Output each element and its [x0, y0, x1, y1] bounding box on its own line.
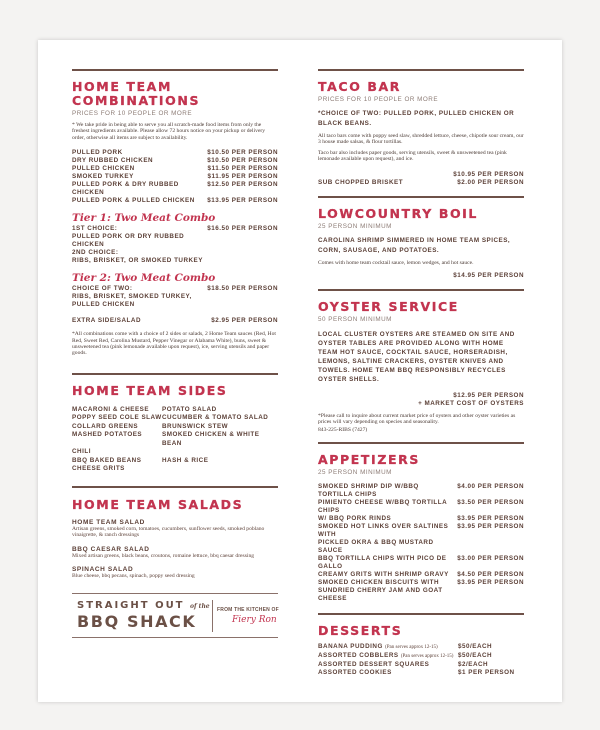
section-title: LOWCOUNTRY BOIL — [318, 205, 478, 221]
sides-grid — [72, 406, 278, 474]
item-price: $18.50 PER PERSON — [207, 285, 278, 293]
boil-section — [318, 196, 524, 280]
item-price — [212, 249, 278, 257]
menu-item — [318, 171, 524, 179]
menu-item — [72, 233, 278, 249]
section-title: OYSTER SERVICE — [318, 299, 459, 315]
divider — [318, 196, 524, 198]
menu-item — [72, 301, 278, 309]
item-name: PIMIENTO CHEESE W/BBQ TORTILLA CHIPS — [318, 499, 447, 515]
section-subtitle: PRICES FOR 10 PEOPLE OR MORE — [72, 110, 193, 117]
item-price — [212, 257, 278, 265]
section-title: HOME TEAM SALADS — [72, 496, 244, 512]
item-price: $13.95 PER PERSON — [207, 197, 278, 205]
divider — [72, 69, 278, 71]
side-item: MACARONI & CHEESE — [72, 405, 150, 413]
section-subtitle: 50 PERSON MINIMUM — [318, 316, 392, 324]
item-price: $3.95 PER PERSON — [457, 579, 524, 587]
tier1-list — [72, 225, 278, 265]
item-price: $16.50 PER PERSON — [207, 225, 278, 233]
divider — [72, 373, 278, 375]
salad-name: HOME TEAM SALAD — [72, 518, 145, 526]
serving-note: (Pan serves approx 12-15) — [385, 645, 438, 651]
extra-row — [72, 317, 278, 325]
item-price: $4.50 PER PERSON — [457, 571, 524, 579]
item-name: RIBS, BRISKET, OR SMOKED TURKEY — [72, 257, 203, 265]
item-price: $3.50 PER PERSON — [457, 499, 524, 507]
item-name: DRY RUBBED CHICKEN — [72, 157, 154, 165]
menu-item — [72, 285, 278, 293]
side-item: POPPY SEED COLE SLAW — [72, 414, 162, 422]
section-title: DESSERTS — [318, 623, 403, 639]
item-name: CHOICE OF TWO: — [72, 285, 133, 293]
item-name: W/ BBQ PORK RINDS — [318, 515, 392, 523]
item-price: $12.50 PER PERSON — [207, 181, 278, 189]
item-name: SUNDRIED CHERRY JAM AND GOAT CHEESE — [318, 587, 443, 603]
item-price — [212, 301, 278, 309]
item-name: SMOKED SHRIMP DIP W/BBQ TORTILLA CHIPS — [318, 483, 419, 499]
item-price: $10.50 PER PERSON — [207, 149, 278, 157]
logo-signature: Fiery Ron — [232, 615, 277, 626]
menu-item — [318, 499, 524, 515]
item-price: $11.95 PER PERSON — [207, 173, 278, 181]
section-title: HOME TEAM COMBINATIONS — [72, 79, 201, 108]
salad-item — [72, 519, 278, 539]
salad-item — [72, 546, 278, 559]
item-price: $2.95 PER PERSON — [211, 317, 278, 325]
item-name: SMOKED CHICKEN BISCUITS WITH — [318, 579, 440, 587]
side-item: POTATO SALAD — [162, 405, 217, 413]
item-name: SUB CHOPPED BRISKET — [318, 178, 404, 186]
item-price: $3.95 PER PERSON — [457, 523, 524, 531]
item-name: PULLED PORK OR DRY RUBBED CHICKEN — [72, 233, 185, 249]
section-title: HOME TEAM SIDES — [72, 382, 228, 398]
salad-description: Artisan greens, smoked corn, tomatoes, cucumbers, sunflower seeds, smoked poblano vinaigrette, & ranch dressings — [72, 525, 265, 539]
note: Taco bar also includes paper goods, serving utensils, sweet & unsweetened tea (pink lemonade available upon request), and ice. — [318, 149, 507, 163]
menu-item — [72, 249, 278, 257]
menu-item — [72, 173, 278, 181]
menu-item — [72, 157, 278, 165]
salads-list — [72, 519, 278, 580]
menu-item — [318, 579, 524, 587]
side-item: BRUNSWICK STEW — [162, 422, 229, 430]
lead: *CHOICE OF TWO: PULLED PORK, PULLED CHICKEN OR BLACK BEANS. — [318, 110, 515, 127]
item-name: SMOKED HOT LINKS OVER SALTINES WITH — [318, 523, 449, 539]
section-subtitle: PRICES FOR 10 PEOPLE OR MORE — [318, 96, 439, 103]
item-name: PULLED PORK & PULLED CHICKEN — [72, 197, 195, 205]
logo-of-the: of the — [190, 603, 210, 611]
menu-item — [318, 587, 524, 603]
logo-kitchen: FROM THE KITCHEN OF — [217, 607, 279, 614]
serving-note: (Pan serves approx 12-15) — [400, 654, 454, 660]
appetizers-section — [318, 442, 524, 603]
logo-divider — [212, 600, 213, 632]
menu-item — [72, 181, 278, 197]
item-name: PULLED CHICKEN — [72, 301, 135, 309]
dessert-list — [318, 643, 524, 677]
note: Comes with home team cocktail sauce, lemon wedges, and hot sauce. — [318, 259, 474, 266]
combo-list — [72, 149, 278, 205]
menu-item — [318, 483, 524, 499]
item-name: 1ST CHOICE: — [72, 225, 118, 233]
salad-name: BBQ CAESAR SALAD — [72, 545, 150, 553]
salad-description: Mixed artisan greens, black beans, croutons, romaine lettuce, bbq caesar dressing — [72, 552, 255, 559]
menu-item — [72, 165, 278, 173]
sides-section — [72, 373, 278, 474]
side-item: HASH & RICE — [162, 456, 209, 464]
side-item: COLLARD GREENS — [72, 422, 139, 430]
salad-description: Blue cheese, bbq pecans, spinach, poppy seed dressing — [72, 573, 195, 580]
item-name: ASSORTED DESSERT SQUARES — [318, 661, 430, 669]
note: *Please call to inquire about current market price of oysters and other oyster varieties as prices will vary depending on species and seasonality. — [318, 413, 516, 426]
item-price: $1 PER PERSON — [458, 669, 515, 677]
menu-item — [72, 197, 278, 205]
dessert-item — [318, 669, 524, 677]
section-subtitle: 25 PERSON MINIMUM — [318, 222, 392, 230]
lead: CAROLINA SHRIMP SIMMERED IN HOME TEAM SPICES, CORN, SAUSAGE, AND POTATOES. — [318, 236, 511, 254]
item-price: $50/EACH — [458, 652, 493, 660]
item-price — [458, 587, 524, 603]
item-name: 2ND CHOICE: — [72, 249, 119, 257]
salads-section — [72, 486, 278, 580]
item-price: $2.00 PER PERSON — [457, 178, 524, 186]
item-price: $10.95 PER PERSON — [453, 170, 524, 178]
item-price: $2/EACH — [458, 661, 489, 669]
dessert-item — [318, 661, 524, 669]
side-item: SMOKED CHICKEN & WHITE BEAN — [162, 431, 260, 447]
notice: * We take pride in being able to serve you all scratch-made food items from only the freshest ingredients available. Please allow 72 hours notice on your pickup or delivery order, otherwise all items are subject to availability. — [72, 122, 266, 141]
section-title: APPETIZERS — [318, 452, 420, 468]
price-note: + MARKET COST OF OYSTERS — [418, 400, 524, 408]
item-name: PULLED CHICKEN — [72, 165, 135, 173]
salad-name: SPINACH SALAD — [72, 566, 134, 574]
menu-item — [318, 179, 524, 187]
item-name: CREAMY GRITS WITH SHRIMP GRAVY — [318, 571, 449, 579]
side-item — [162, 448, 278, 457]
side-item: MASHED POTATOES — [72, 431, 143, 439]
section-title: TACO BAR — [318, 79, 402, 94]
note: All taco bars come with poppy seed slaw, shredded lettuce, cheese, chipotle sour cream, our 3 house made salsas, & flour tortillas. — [318, 133, 524, 146]
divider — [72, 486, 278, 488]
item-name: RIBS, BRISKET, SMOKED TURKEY, — [72, 293, 192, 301]
logo-line1: STRAIGHT OUT — [77, 600, 185, 612]
taco-section — [318, 69, 524, 187]
phone: 843-225-RIBS (7427) — [318, 426, 368, 433]
taco-prices — [318, 171, 524, 187]
section-subtitle: 25 PERSON MINIMUM — [318, 469, 392, 477]
item-name: EXTRA SIDE/SALAD — [72, 317, 141, 325]
menu-item — [318, 539, 524, 555]
item-name — [318, 171, 449, 179]
side-item: CHILI — [72, 448, 91, 456]
item-name: PULLED PORK — [72, 149, 123, 157]
item-name: SMOKED TURKEY — [72, 173, 134, 181]
menu-item — [318, 555, 524, 571]
side-item: CUCUMBER & TOMATO SALAD — [162, 414, 269, 422]
menu-item — [72, 257, 278, 265]
menu-item — [72, 225, 278, 233]
menu-page — [38, 40, 562, 702]
item-price: $11.50 PER PERSON — [207, 165, 278, 173]
dessert-item — [318, 643, 524, 652]
item-price: $4.00 PER PERSON — [457, 483, 524, 491]
menu-item — [318, 523, 524, 539]
tier2-list — [72, 285, 278, 309]
item-name: PULLED PORK & DRY RUBBED CHICKEN — [72, 181, 179, 197]
oyster-section — [318, 289, 524, 433]
menu-item — [318, 571, 524, 579]
salad-item — [72, 566, 278, 579]
appetizer-list — [318, 483, 524, 603]
price: $12.95 PER PERSON — [453, 392, 524, 400]
divider — [318, 69, 524, 71]
right-column — [318, 69, 524, 677]
tier1-title: Tier 1: Two Meat Combo — [72, 212, 216, 225]
footnote: *All combinations come with a choice of 2 sides or salads, 2 Home Team sauces (Red, Hot Red, Sweet Red, Carolina Mustard, Pepper Vinegar or Alabama White), buns, sweet & unsweetened tea (pink lemonade available upon request), ice, serving utensils and paper goods. — [72, 331, 276, 357]
item-price — [458, 539, 524, 555]
logo-line2: BBQ SHACK — [77, 612, 197, 632]
item-name: BBQ TORTILLA CHIPS WITH PICO DE GALLO — [318, 555, 447, 571]
side-item: CHEESE GRITS — [72, 465, 125, 473]
side-item: BBQ BAKED BEANS — [72, 456, 142, 464]
lead: LOCAL CLUSTER OYSTERS ARE STEAMED ON SITE AND OYSTER TABLES ARE PROVIDED ALONG WITH HOME TEAM HOT SAUCE, COCKTAIL SAUCE, HORSERADISH, LEMONS, SALTINE CRACKERS, OYSTER KNIVES AND TOWELS. HOME TEAM BBQ RESPONSIBLY RECYCLES OYSTER SHELLS. — [318, 331, 515, 384]
menu-item — [72, 149, 278, 157]
price: $14.95 PER PERSON — [453, 272, 524, 280]
item-price: $3.00 PER PERSON — [457, 555, 524, 563]
menu-item — [72, 293, 278, 301]
desserts-section — [318, 613, 524, 677]
item-price: $50/EACH — [458, 643, 493, 651]
item-name: ASSORTED COBBLERS (Pan serves approx 12-15) — [318, 652, 454, 660]
combinations-section — [72, 69, 278, 357]
item-name: ASSORTED COOKIES — [318, 669, 392, 677]
menu-item — [318, 515, 524, 523]
item-name: PICKLED OKRA & BBQ MUSTARD SAUCE — [318, 539, 434, 555]
divider — [318, 289, 524, 291]
dessert-item — [318, 652, 524, 661]
item-price — [212, 233, 278, 249]
item-name: BANANA PUDDING (Pan serves approx 12-15) — [318, 643, 438, 651]
item-price — [212, 293, 278, 301]
item-price: $10.50 PER PERSON — [207, 157, 278, 165]
tier2-title: Tier 2: Two Meat Combo — [72, 272, 216, 285]
item-price: $3.95 PER PERSON — [457, 515, 524, 523]
bbq-shack-logo — [72, 593, 278, 638]
left-column — [72, 69, 278, 638]
side-item — [162, 465, 278, 474]
divider — [318, 613, 524, 615]
divider — [318, 442, 524, 444]
